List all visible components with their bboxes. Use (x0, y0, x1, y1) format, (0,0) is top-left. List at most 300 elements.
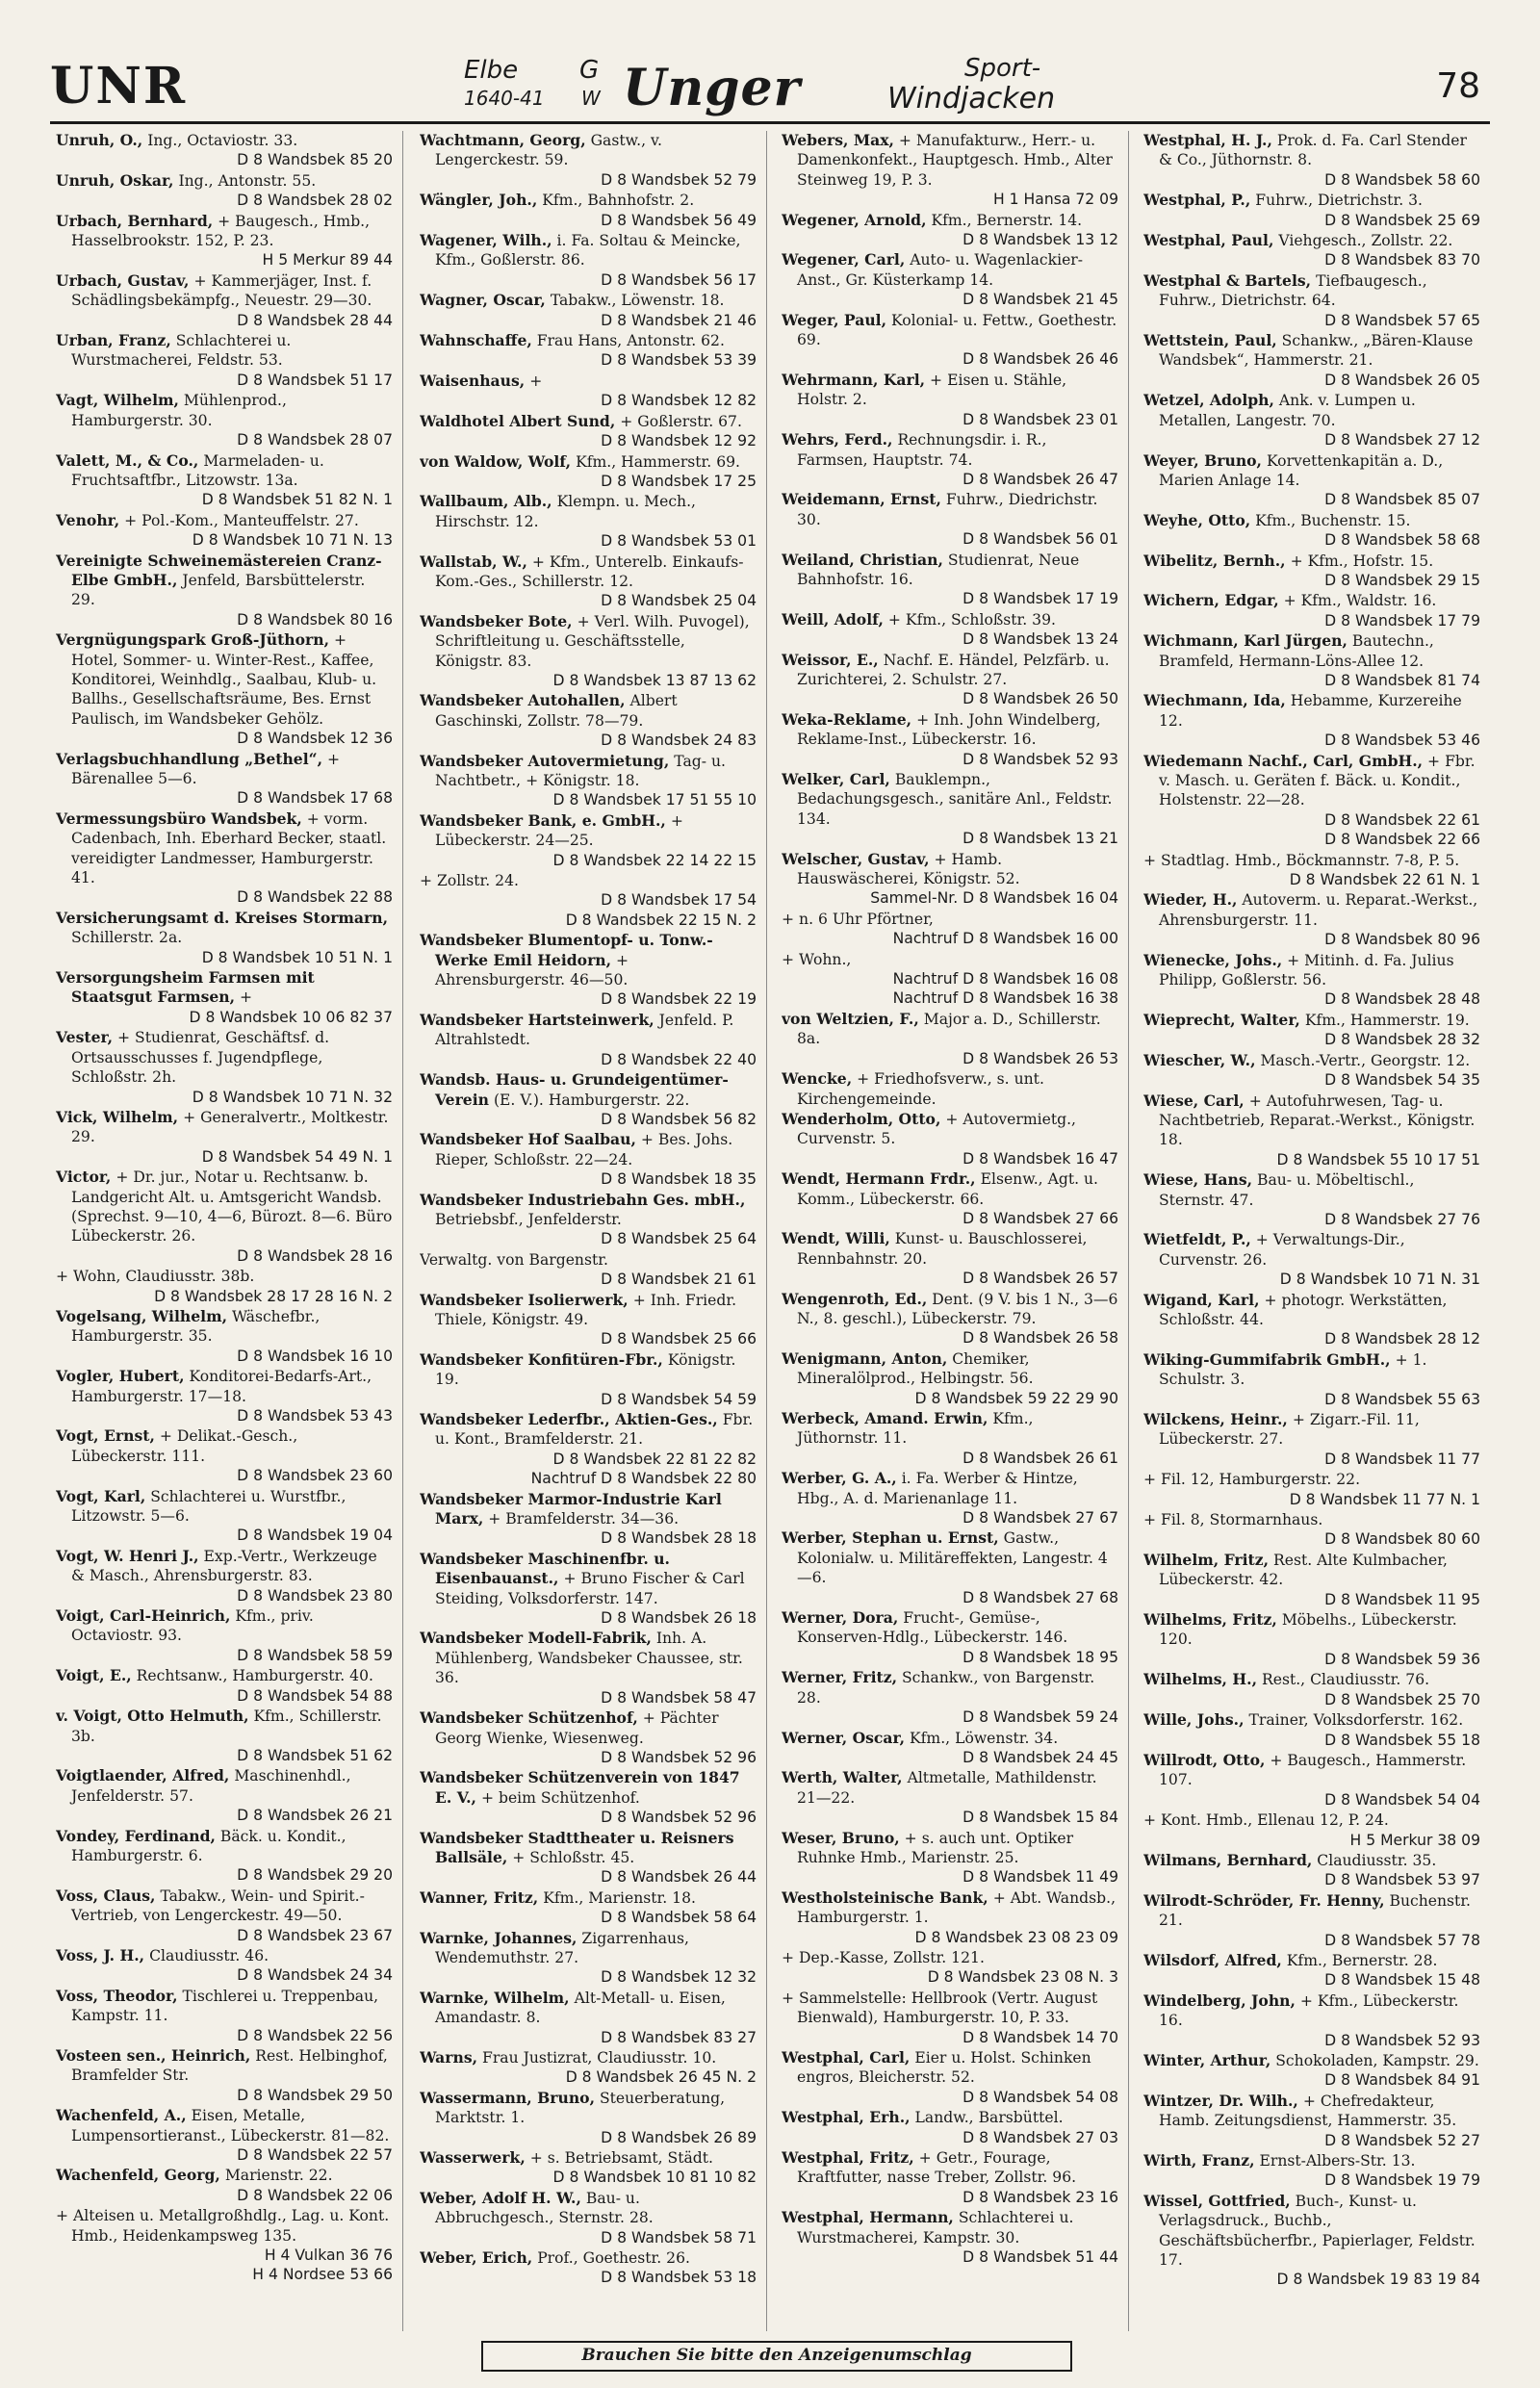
directory-entry (420, 291, 757, 330)
entry-name: Warnke, Wilhelm, (420, 1988, 570, 2007)
directory-entry (1143, 1851, 1480, 1890)
directory-entry (420, 2048, 757, 2088)
entry-phone: D 8 Wandsbek 24 34 (237, 1966, 393, 1985)
entry-details: + Inh. Friedr. Thiele, Königstr. 49. (435, 1291, 737, 1328)
entry-phone: D 8 Wandsbek 51 82 N. 1 (201, 491, 393, 509)
entry-name: Westphal, H. J., (1143, 131, 1272, 149)
entry-name: von Weltzien, F., (782, 1009, 919, 1028)
entry-phone: D 8 Wandsbek 22 61 N. 1 (1289, 871, 1480, 889)
directory-entry (782, 1169, 1118, 1228)
entry-name: Wille, Johs., (1143, 1710, 1245, 1730)
entry-details: Fbr. u. Kont., Bramfelderstr. 21. (435, 1411, 754, 1449)
entry-details: + Manufakturw., Herr.- u. Damenkonfekt., Hauptgesch. Hmb., Alter Steinweg 19, P. 3. (797, 132, 1113, 189)
entry-phone: D 8 Wandsbek 53 43 (237, 1407, 393, 1425)
entry-name: Weiland, Christian, (782, 550, 943, 569)
directory-entry (782, 2048, 1118, 2107)
entry-phone: D 8 Wandsbek 23 67 (237, 1926, 393, 1944)
entry-details: Betriebsbf., Jenfelderstr. (435, 1210, 622, 1228)
entry-name: Waldhotel Albert Sund, (420, 411, 616, 430)
entry-name: Windelberg, John, (1143, 1990, 1296, 2010)
entry-details: Prof., Goethestr. 26. (537, 2249, 690, 2268)
entry-phone: D 8 Wandsbek 10 81 10 82 (552, 2169, 757, 2187)
entry-phone: D 8 Wandsbek 28 44 (237, 311, 393, 329)
entry-details: + Chefredakteur, Hamb. Zeitungsdienst, Hammerstr. 35. (1159, 2092, 1457, 2130)
entry-name: Weber, Adolf H. W., (420, 2188, 581, 2207)
entry-details: Marienstr. 22. (224, 2167, 333, 2185)
directory-entry (420, 1191, 757, 1249)
entry-phone: D 8 Wandsbek 23 08 N. 3 (927, 1968, 1118, 1987)
directory-entry (1143, 2151, 1480, 2191)
entry-name: Wilhelm, Fritz, (1143, 1550, 1270, 1569)
entry-phone: D 8 Wandsbek 15 48 (1324, 1971, 1480, 1990)
entry-phone: D 8 Wandsbek 55 10 17 51 (1276, 1150, 1480, 1168)
directory-entry (420, 1708, 757, 1767)
directory-entry (782, 770, 1118, 849)
entry-phone: D 8 Wandsbek 23 16 (962, 2188, 1118, 2206)
entry-name: Vosteen sen., Heinrich, (56, 2046, 251, 2065)
directory-entry (1143, 271, 1480, 330)
entry-details: + Bramfelderstr. 34—36. (488, 1510, 680, 1528)
entry-phone: D 8 Wandsbek 12 36 (237, 730, 393, 748)
entry-details: Kfm., Hammerstr. 19. (1304, 1011, 1470, 1029)
entry-details: Altmetalle, Mathildenstr. 21—22. (797, 1769, 1097, 1807)
entry-details: Tiefbaugesch., Fuhrw., Dietrichstr. 64. (1159, 271, 1427, 310)
entry-name: Unruh, O., (56, 131, 143, 149)
entry-phone: D 8 Wandsbek 53 18 (601, 2269, 757, 2287)
entry-name: Wirth, Franz, (1143, 2151, 1255, 2170)
directory-entry (420, 1410, 757, 1489)
directory-entry (1143, 511, 1480, 551)
entry-name: Wengenroth, Ed., (782, 1289, 928, 1308)
entry-phone: D 8 Wandsbek 57 78 (1324, 1931, 1480, 1949)
header-rule (50, 121, 1490, 124)
directory-entry (420, 1929, 757, 1988)
entry-phone: D 8 Wandsbek 27 67 (962, 1509, 1118, 1528)
entry-phone: D 8 Wandsbek 22 19 (601, 990, 757, 1009)
entry-details: Schankw., von Bargenstr. 28. (797, 1669, 1095, 1707)
entry-phone: D 8 Wandsbek 22 06 (237, 2186, 393, 2204)
directory-entry (56, 630, 393, 748)
entry-name: Voigtlaender, Alfred, (56, 1766, 230, 1785)
directory-entry (420, 1888, 757, 1928)
entry-name: Vogler, Hubert, (56, 1367, 185, 1386)
directory-entry (420, 1011, 757, 1069)
entry-name: Wachtmann, Georg, (420, 131, 586, 149)
directory-entry (56, 809, 393, 908)
directory-entry (782, 250, 1118, 309)
entry-name: Westphal, P., (1143, 191, 1251, 210)
entry-name: Wandsbeker Konfitüren-Fbr., (420, 1349, 663, 1369)
entry-details: + Dep.-Kasse, Zollstr. 121. (782, 1948, 985, 1966)
entry-name: Wandsbeker Industriebahn Ges. mbH., (420, 1190, 746, 1209)
entry-phone: D 8 Wandsbek 26 58 (962, 1329, 1118, 1348)
entry-phone: D 8 Wandsbek 26 05 (1324, 371, 1480, 389)
directory-entry (782, 1409, 1118, 1468)
entry-phone: Nachtruf D 8 Wandsbek 16 08 Nachtruf D 8 Wandsbek 16 38 (892, 970, 1118, 1008)
directory-entry (782, 1668, 1118, 1727)
directory-entry (56, 968, 393, 1027)
directory-entry (56, 552, 393, 630)
entry-name: Welscher, Gustav, (782, 849, 930, 868)
directory-entry (1143, 1410, 1480, 1469)
entry-name: Venohr, (56, 510, 120, 529)
entry-details: Eisen, Metalle, Lumpensortieranst., Lübeckerstr. 81—82. (71, 2107, 390, 2144)
entry-details: Tabakw., Wein- und Spirit.-Vertrieb, von Lengerckestr. 49—50. (71, 1887, 365, 1925)
directory-entry (56, 131, 393, 170)
directory-entry (1143, 1091, 1480, 1170)
directory-entry (782, 131, 1118, 210)
ad-text-w: W (581, 87, 601, 110)
entry-phone: D 8 Wandsbek 13 12 (962, 231, 1118, 249)
entry-details: Trainer, Volksdorferstr. 162. (1248, 1711, 1464, 1730)
entry-name: Wanner, Fritz, (420, 1887, 539, 1907)
entry-name: Weill, Adolf, (782, 609, 884, 629)
entry-phone: D 8 Wandsbek 28 18 (601, 1529, 757, 1548)
entry-details: Auto- u. Wagenlackier-Anst., Gr. Küsterkamp 14. (797, 251, 1084, 289)
entry-phone: D 8 Wandsbek 53 97 (1324, 1871, 1480, 1889)
entry-phone: D 8 Wandsbek 22 81 22 82 Nachtruf D 8 Wandsbek 22 80 (530, 1450, 757, 1488)
directory-entry (1143, 752, 1480, 850)
entry-phone: D 8 Wandsbek 23 08 23 09 (914, 1928, 1118, 1946)
entry-details: Exp.-Vertr., Werkzeuge & Masch., Ahrensburgerstr. 83. (71, 1547, 377, 1585)
entry-details: Bau- u. Möbeltischl., Sternstr. 47. (1159, 1171, 1415, 1209)
entry-name: Vick, Wilhelm, (56, 1107, 179, 1126)
entry-phone: D 8 Wandsbek 17 19 (962, 590, 1118, 608)
entry-phone: D 8 Wandsbek 80 60 (1324, 1530, 1480, 1549)
entry-details: + Autovermietg., Curvenstr. 5. (797, 1110, 1076, 1148)
entry-name: Vereinigte Schweinemästereien Cranz-Elbe GmbH., (56, 551, 382, 589)
entry-name: Weser, Bruno, (782, 1828, 900, 1847)
entry-name: Weyhe, Otto, (1143, 510, 1251, 529)
entry-name: Weber, Erich, (420, 2248, 533, 2268)
entry-phone: D 8 Wandsbek 85 07 (1324, 491, 1480, 509)
entry-name: Weidemann, Ernst, (782, 490, 941, 509)
entry-name: Vogelsang, Wilhelm, (56, 1306, 227, 1325)
entry-name: Winter, Arthur, (1143, 2051, 1271, 2069)
directory-entry (782, 1290, 1118, 1348)
entry-name: Wilmans, Bernhard, (1143, 1850, 1313, 1869)
entry-details: Gastw., v. Lengerckestr. 59. (435, 132, 662, 169)
entry-name: Werner, Fritz, (782, 1668, 897, 1687)
entry-details: Kfm., Marienstr. 18. (543, 1888, 696, 1907)
entry-phone: D 8 Wandsbek 19 04 (237, 1527, 393, 1545)
entry-details: + Baugesch., Hmb., Hasselbrookstr. 152, P. 23. (71, 212, 371, 250)
directory-entry (782, 211, 1118, 250)
entry-name: Wetzel, Adolph, (1143, 391, 1274, 410)
entry-name: Werber, G. A., (782, 1469, 897, 1488)
entry-details: Schlachterei u. Wurstmacherei, Kampstr. 30. (797, 2209, 1074, 2247)
entry-name: Wiescher, W., (1143, 1050, 1256, 1069)
directory-entry (1143, 331, 1480, 390)
entry-name: Wandsbeker Schützenhof, (420, 1708, 638, 1728)
entry-details: Frau Hans, Antonstr. 62. (536, 332, 725, 350)
directory-entry (420, 2189, 757, 2247)
directory-entry (782, 490, 1118, 549)
entry-phone: D 8 Wandsbek 56 01 (962, 530, 1118, 549)
directory-entry (782, 950, 1118, 1009)
directory-entry (56, 2046, 393, 2105)
entry-name: Wandsbeker Modell-Fabrik, (420, 1629, 652, 1648)
directory-entry (1143, 1810, 1480, 1850)
entry-name: Wissel, Gottfried, (1143, 2191, 1291, 2210)
entry-details: Kolonial- u. Fettw., Goethestr. 69. (797, 311, 1117, 349)
entry-name: Wieder, H., (1143, 890, 1238, 910)
entry-name: Wieprecht, Walter, (1143, 1010, 1300, 1029)
entry-phone: D 8 Wandsbek 22 61 D 8 Wandsbek 22 66 (1324, 810, 1480, 849)
entry-phone: D 8 Wandsbek 19 79 (1324, 2171, 1480, 2190)
entry-phone: Sammel-Nr. D 8 Wandsbek 16 04 (870, 889, 1118, 908)
entry-details: Kunst- u. Bauschlosserei, Rennbahnstr. 20. (797, 1230, 1088, 1268)
entry-phone: D 8 Wandsbek 12 32 (601, 1968, 757, 1987)
directory-entry (420, 691, 757, 750)
directory-entry (420, 811, 757, 870)
entry-phone: D 8 Wandsbek 29 50 (237, 2086, 393, 2104)
entry-details: Marmeladen- u. Fruchtsaftfbr., Litzowstr. 13a. (71, 451, 324, 489)
directory-entry (420, 412, 757, 451)
directory-entry (782, 910, 1118, 949)
section-abbrev: UNR (50, 57, 188, 116)
entry-phone: D 8 Wandsbek 29 15 (1324, 571, 1480, 589)
entry-details: Buch-, Kunst- u. Verlagsdruck., Buchb., Geschäftsbücherfbr., Papierlager, Feldstr. 17. (1159, 2192, 1476, 2270)
entry-phone: Nachtruf D 8 Wandsbek 16 00 (892, 930, 1118, 948)
directory-entry (420, 1490, 757, 1549)
entry-name: Westphal, Erh., (782, 2108, 911, 2127)
entry-phone: D 8 Wandsbek 53 46 (1324, 732, 1480, 750)
directory-entry (782, 2148, 1118, 2207)
entry-details: + Generalvertr., Moltkestr. 29. (71, 1108, 389, 1146)
directory-entry (56, 391, 393, 449)
entry-details: + Ahrensburgerstr. 46—50. (435, 951, 629, 989)
entry-phone: D 8 Wandsbek 54 04 (1324, 1790, 1480, 1809)
directory-entry (420, 2148, 757, 2188)
entry-details: Frucht-, Gemüse-, Konserven-Hdlg., Lübeckerstr. 146. (797, 1609, 1068, 1647)
entry-details: + Fbr. v. Masch. u. Geräten f. Bäck. u. Kondit., Holstenstr. 22—28. (1159, 752, 1476, 809)
entry-details: Gastw., Kolonialw. u. Militäreffekten, Langestr. 4—6. (797, 1529, 1108, 1587)
entry-name: Wassermann, Bruno, (420, 2088, 595, 2107)
entry-phone: D 8 Wandsbek 12 92 (601, 432, 757, 450)
entry-name: Wandsbeker Hartsteinwerk, (420, 1010, 654, 1029)
entry-name: Urbach, Bernhard, (56, 211, 214, 230)
entry-phone: D 8 Wandsbek 18 95 (962, 1648, 1118, 1666)
directory-entry (56, 2206, 393, 2285)
directory-entry (1143, 951, 1480, 1010)
entry-details: Ank. v. Lumpen u. Metallen, Langestr. 70. (1159, 392, 1416, 429)
directory-entry (56, 1108, 393, 1167)
entry-phone: H 5 Merkur 38 09 (1349, 1831, 1480, 1849)
entry-phone: D 8 Wandsbek 52 96 (601, 1809, 757, 1827)
entry-phone: D 8 Wandsbek 25 69 (1324, 211, 1480, 229)
entry-details: Mühlenprod., Hamburgerstr. 30. (71, 392, 287, 429)
entry-name: Wandsbeker Autohallen, (420, 691, 626, 710)
entry-details: Schankw., „Bären-Klause Wandsbek“, Hammerstr. 21. (1159, 332, 1474, 370)
entry-details: + Hotel, Sommer- u. Winter-Rest., Kaffee, Konditorei, Weinhdlg., Saalbau, Klub- u. Ballhs., Gesellschaftsräume, Bes. Ernst Paulisch, im Wandsbeker Gehölz. (71, 631, 377, 728)
directory-entry (1143, 1011, 1480, 1050)
entry-details: + Dr. jur., Notar u. Rechtsanw. b. Landgericht Alt. u. Amtsgericht Wandsb. (Sprechst. 9—10, 4—6, Bürozt. 8—6. Büro Lübeckerstr. 26. (71, 1168, 393, 1245)
directory-entry (1143, 2192, 1480, 2290)
entry-details: Kfm., Schillerstr. 3b. (71, 1708, 382, 1745)
entry-name: Westphal, Hermann, (782, 2208, 954, 2227)
entry-phone: D 8 Wandsbek 51 17 (237, 371, 393, 389)
entry-phone: D 8 Wandsbek 26 45 N. 2 (565, 2068, 757, 2087)
entry-phone: D 8 Wandsbek 18 35 (601, 1170, 757, 1189)
entry-name: Willrodt, Otto, (1143, 1750, 1266, 1769)
entry-details: Viehgesch., Zollstr. 22. (1278, 232, 1453, 250)
entry-name: Westphal & Bartels, (1143, 270, 1312, 290)
entry-details: + Bruno Fischer & Carl Steiding, Volksdorferstr. 147. (435, 1570, 745, 1607)
entry-details: + Eisen u. Stähle, Holstr. 2. (797, 371, 1067, 409)
directory-entry (1143, 1610, 1480, 1669)
entry-phone: D 8 Wandsbek 26 47 (962, 470, 1118, 488)
entry-phone: D 8 Wandsbek 10 06 82 37 (189, 1008, 393, 1026)
directory-entry (56, 1028, 393, 1107)
entry-name: Vogt, Karl, (56, 1486, 146, 1505)
entry-phone: D 8 Wandsbek 24 45 (962, 1748, 1118, 1766)
directory-entry (420, 2248, 757, 2288)
entry-details: Elsenw., Agt. u. Komm., Lübeckerstr. 66. (797, 1170, 1099, 1208)
entry-details: Rechtsanw., Hamburgerstr. 40. (136, 1667, 373, 1685)
entry-name: Wandsbeker Maschinenfbr. u. Eisenbauanst., (420, 1549, 670, 1588)
directory-entry (420, 752, 757, 810)
directory-entry (56, 171, 393, 211)
entry-phone: D 8 Wandsbek 27 66 (962, 1209, 1118, 1227)
advertisement-banner (464, 56, 1157, 123)
column-1 (56, 131, 393, 2335)
entry-details: + photogr. Werkstätten, Schloßstr. 44. (1159, 1291, 1448, 1328)
entry-details: Kfm., priv. Octaviostr. 93. (71, 1607, 314, 1645)
entry-phone: D 8 Wandsbek 52 93 (962, 750, 1118, 768)
entry-name: Wintzer, Dr. Wilh., (1143, 2091, 1298, 2110)
entry-phone: D 8 Wandsbek 27 03 (962, 2128, 1118, 2146)
directory-entry (420, 191, 757, 230)
entry-details: + Alteisen u. Metallgroßhdlg., Lag. u. Kont. Hmb., Heidenkampsweg 135. (56, 2207, 390, 2245)
entry-details: Kfm., Bernerstr. 14. (931, 211, 1083, 229)
entry-name: Wasserwerk, (420, 2148, 526, 2168)
directory-entry (56, 1267, 393, 1306)
entry-phone: D 8 Wandsbek 22 88 (237, 888, 393, 907)
directory-entry (1143, 1891, 1480, 1950)
entry-phone: D 8 Wandsbek 54 35 (1324, 1071, 1480, 1090)
directory-entry (56, 1887, 393, 1945)
directory-entry (1143, 1670, 1480, 1709)
entry-details: + Wohn., (782, 950, 852, 968)
entry-phone: D 8 Wandsbek 25 66 (601, 1330, 757, 1348)
entry-phone: D 8 Wandsbek 27 76 (1324, 1210, 1480, 1228)
directory-entry (1143, 631, 1480, 690)
entry-name: Versorgungsheim Farmsen mit Staatsgut Farmsen, (56, 968, 315, 1007)
entry-name: Warns, (420, 2048, 478, 2067)
directory-entry (56, 1426, 393, 1485)
directory-entry (56, 1168, 393, 1266)
directory-entry (420, 552, 757, 611)
entry-details: Hebamme, Kurzereihe 12. (1159, 692, 1462, 730)
directory-entry (56, 1487, 393, 1546)
directory-entry (56, 511, 393, 551)
entry-details: + Wohn, Claudiusstr. 38b. (56, 1268, 255, 1286)
directory-entry (420, 492, 757, 551)
entry-name: Vogt, W. Henri J., (56, 1546, 199, 1565)
entry-details: Schlachterei u. Wurstfbr., Litzowstr. 5—6. (71, 1487, 346, 1526)
entry-phone: D 8 Wandsbek 59 24 (962, 1708, 1118, 1727)
entry-name: Wenigmann, Anton, (782, 1348, 948, 1368)
entry-phone: D 8 Wandsbek 26 50 (962, 690, 1118, 708)
entry-name: Wilhelms, Fritz, (1143, 1610, 1277, 1630)
entry-phone: D 8 Wandsbek 58 47 (601, 1688, 757, 1707)
directory-entry (420, 1550, 757, 1629)
entry-phone: D 8 Wandsbek 13 24 (962, 630, 1118, 649)
entry-name: Werber, Stephan u. Ernst, (782, 1528, 999, 1548)
entry-phone: D 8 Wandsbek 55 18 (1324, 1731, 1480, 1749)
entry-name: Voss, Theodor, (56, 1986, 178, 2005)
entry-phone: D 8 Wandsbek 52 79 (601, 170, 757, 189)
entry-details: + beim Schützenhof. (480, 1788, 640, 1807)
entry-details: Kfm., Jüthornstr. 11. (797, 1410, 1034, 1448)
entry-phone: D 8 Wandsbek 17 25 (601, 472, 757, 490)
entry-phone: D 8 Wandsbek 23 80 (237, 1586, 393, 1605)
entry-details: Bauklempn., Bedachungsgesch., sanitäre Anl., Feldstr. 134. (797, 771, 1113, 828)
entry-name: Wandsbeker Schützenverein von 1847 E. V., (420, 1768, 740, 1807)
directory-entry (56, 1827, 393, 1886)
directory-entry (1143, 2051, 1480, 2091)
entry-phone: D 8 Wandsbek 22 40 (601, 1050, 757, 1068)
entry-name: Urbach, Gustav, (56, 270, 190, 290)
entry-phone: D 8 Wandsbek 25 70 (1324, 1690, 1480, 1708)
directory-entry (1143, 1991, 1480, 2050)
entry-details: + Studienrat, Geschäftsf. d. Ortsausschusses f. Jugendpflege, Schloßstr. 2h. (71, 1029, 330, 1087)
entry-details: Rest., Claudiusstr. 76. (1261, 1671, 1430, 1689)
entry-details: Klempn. u. Mech., Hirschstr. 12. (435, 493, 697, 530)
entry-phone: D 8 Wandsbek 27 68 (962, 1588, 1118, 1606)
entry-details: Bau- u. Abbruchgesch., Sternstr. 28. (435, 2189, 654, 2227)
directory-entry (1143, 451, 1480, 510)
entry-name: Wehrs, Ferd., (782, 430, 893, 449)
entry-name: von Waldow, Wolf, (420, 451, 572, 471)
directory-columns (56, 131, 1500, 2335)
entry-phone: D 8 Wandsbek 80 96 (1324, 931, 1480, 949)
entry-phone: D 8 Wandsbek 11 77 N. 1 (1289, 1490, 1480, 1508)
entry-name: Unruh, Oskar, (56, 170, 174, 190)
entry-name: v. Voigt, Otto Helmuth, (56, 1707, 249, 1726)
directory-entry (1143, 1170, 1480, 1229)
entry-phone: D 8 Wandsbek 25 04 (601, 592, 757, 610)
entry-phone: D 8 Wandsbek 17 51 55 10 (552, 791, 757, 809)
ad-text-g: G (579, 56, 600, 85)
entry-details: Jenfeld, Barsbüttelerstr. 29. (71, 571, 366, 609)
entry-phone: D 8 Wandsbek 25 64 (601, 1230, 757, 1248)
directory-entry (420, 231, 757, 290)
entry-details: (E. V.). Hamburgerstr. 22. (493, 1091, 690, 1109)
entry-details: + s. Betriebsamt, Städt. (529, 2149, 713, 2168)
entry-phone: D 8 Wandsbek 58 71 (601, 2228, 757, 2247)
directory-entry (782, 2208, 1118, 2267)
entry-phone: D 8 Wandsbek 26 53 (962, 1049, 1118, 1067)
directory-entry (782, 850, 1118, 909)
directory-entry (56, 331, 393, 390)
directory-entry (1143, 1350, 1480, 1409)
entry-phone: H 5 Merkur 89 44 (262, 251, 393, 270)
entry-name: Valett, M., & Co., (56, 450, 199, 470)
directory-entry (782, 1229, 1118, 1288)
entry-details: i. Fa. Werber & Hintze, Hbg., A. d. Marienanlage 11. (797, 1470, 1078, 1507)
directory-entry (56, 2106, 393, 2165)
entry-details: + Pol.-Kom., Manteuffelstr. 27. (124, 511, 359, 529)
directory-entry (782, 1948, 1118, 1988)
entry-details: Kfm., Hammerstr. 69. (576, 452, 741, 471)
entry-details: Albert Gaschinski, Zollstr. 78—79. (435, 692, 678, 730)
entry-details: Ing., Antonstr. 55. (178, 171, 317, 190)
entry-details: + 1. Schulstr. 3. (1159, 1350, 1427, 1389)
entry-details: + Zollstr. 24. (420, 872, 519, 890)
entry-details: + Autofuhrwesen, Tag- u. Nachtbetrieb, Reparat.-Werkst., Königstr. 18. (1159, 1091, 1476, 1149)
